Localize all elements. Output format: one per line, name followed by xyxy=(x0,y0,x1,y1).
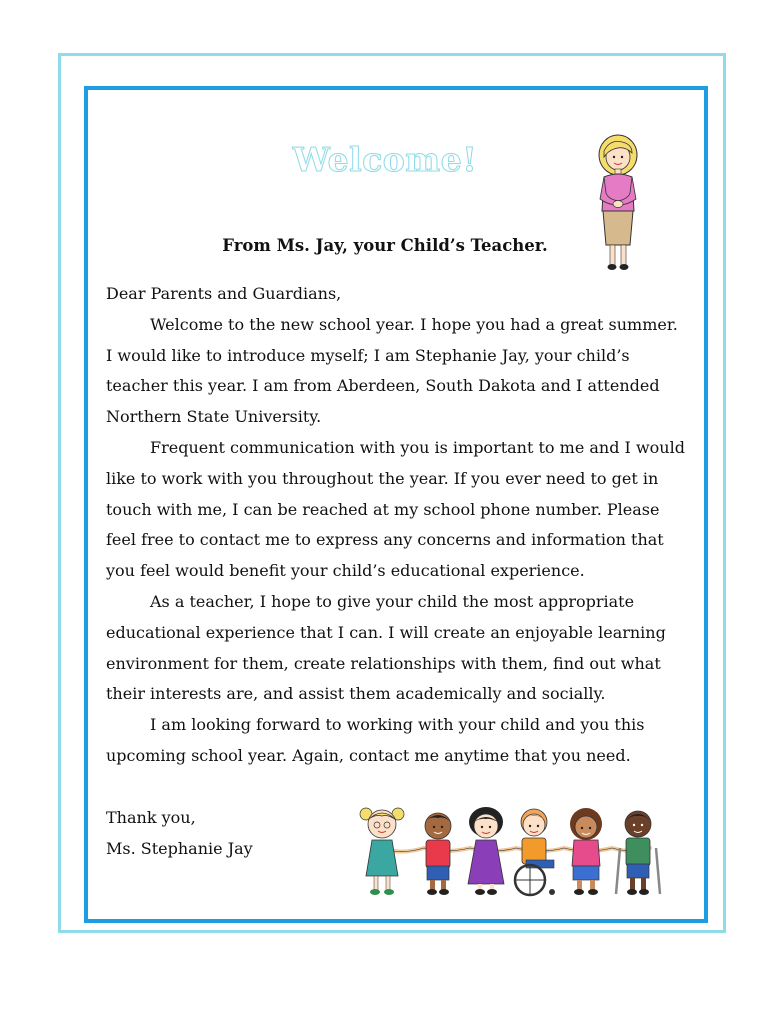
paragraph-3: As a teacher, I hope to give your child the most appropriate educational experience that I can. I will create an enjoyable learning environment for them, create relationships with them, find out what their interests are, and assist them academically and socially. xyxy=(106,591,666,704)
paragraph-4: I am looking forward to working with your child and you this upcoming school year. Again, contact me anytime that you need. xyxy=(106,715,645,765)
letter-subtitle: From Ms. Jay, your Child’s Teacher. xyxy=(222,236,548,255)
paragraph-1: Welcome to the new school year. I hope you had a great summer. I would like to introduce myself; I am Stephanie Jay, your child’s teacher this year. I am from Aberdeen, South Dakota and I attended Northern State University. xyxy=(106,314,678,427)
letter-signature: Ms. Stephanie Jay xyxy=(106,839,253,858)
kid-2 xyxy=(425,813,451,895)
children-holding-hands-icon xyxy=(354,800,680,904)
letter-closing-block xyxy=(106,802,253,864)
letter-body xyxy=(106,279,686,772)
letter-title: Welcome! xyxy=(292,140,478,179)
letter-closing: Thank you, xyxy=(106,808,196,827)
paragraph-2: Frequent communication with you is important to me and I would like to work with you throughout the year. If you ever need to get in touch with me, I can be reached at my school phone number. Please feel free to contact me to express any concerns and information that you feel would benefit your child’s educational experience. xyxy=(106,437,685,581)
letter-greeting: Dear Parents and Guardians, xyxy=(106,284,342,303)
kid-6 xyxy=(616,811,660,895)
kid-5 xyxy=(570,808,602,895)
